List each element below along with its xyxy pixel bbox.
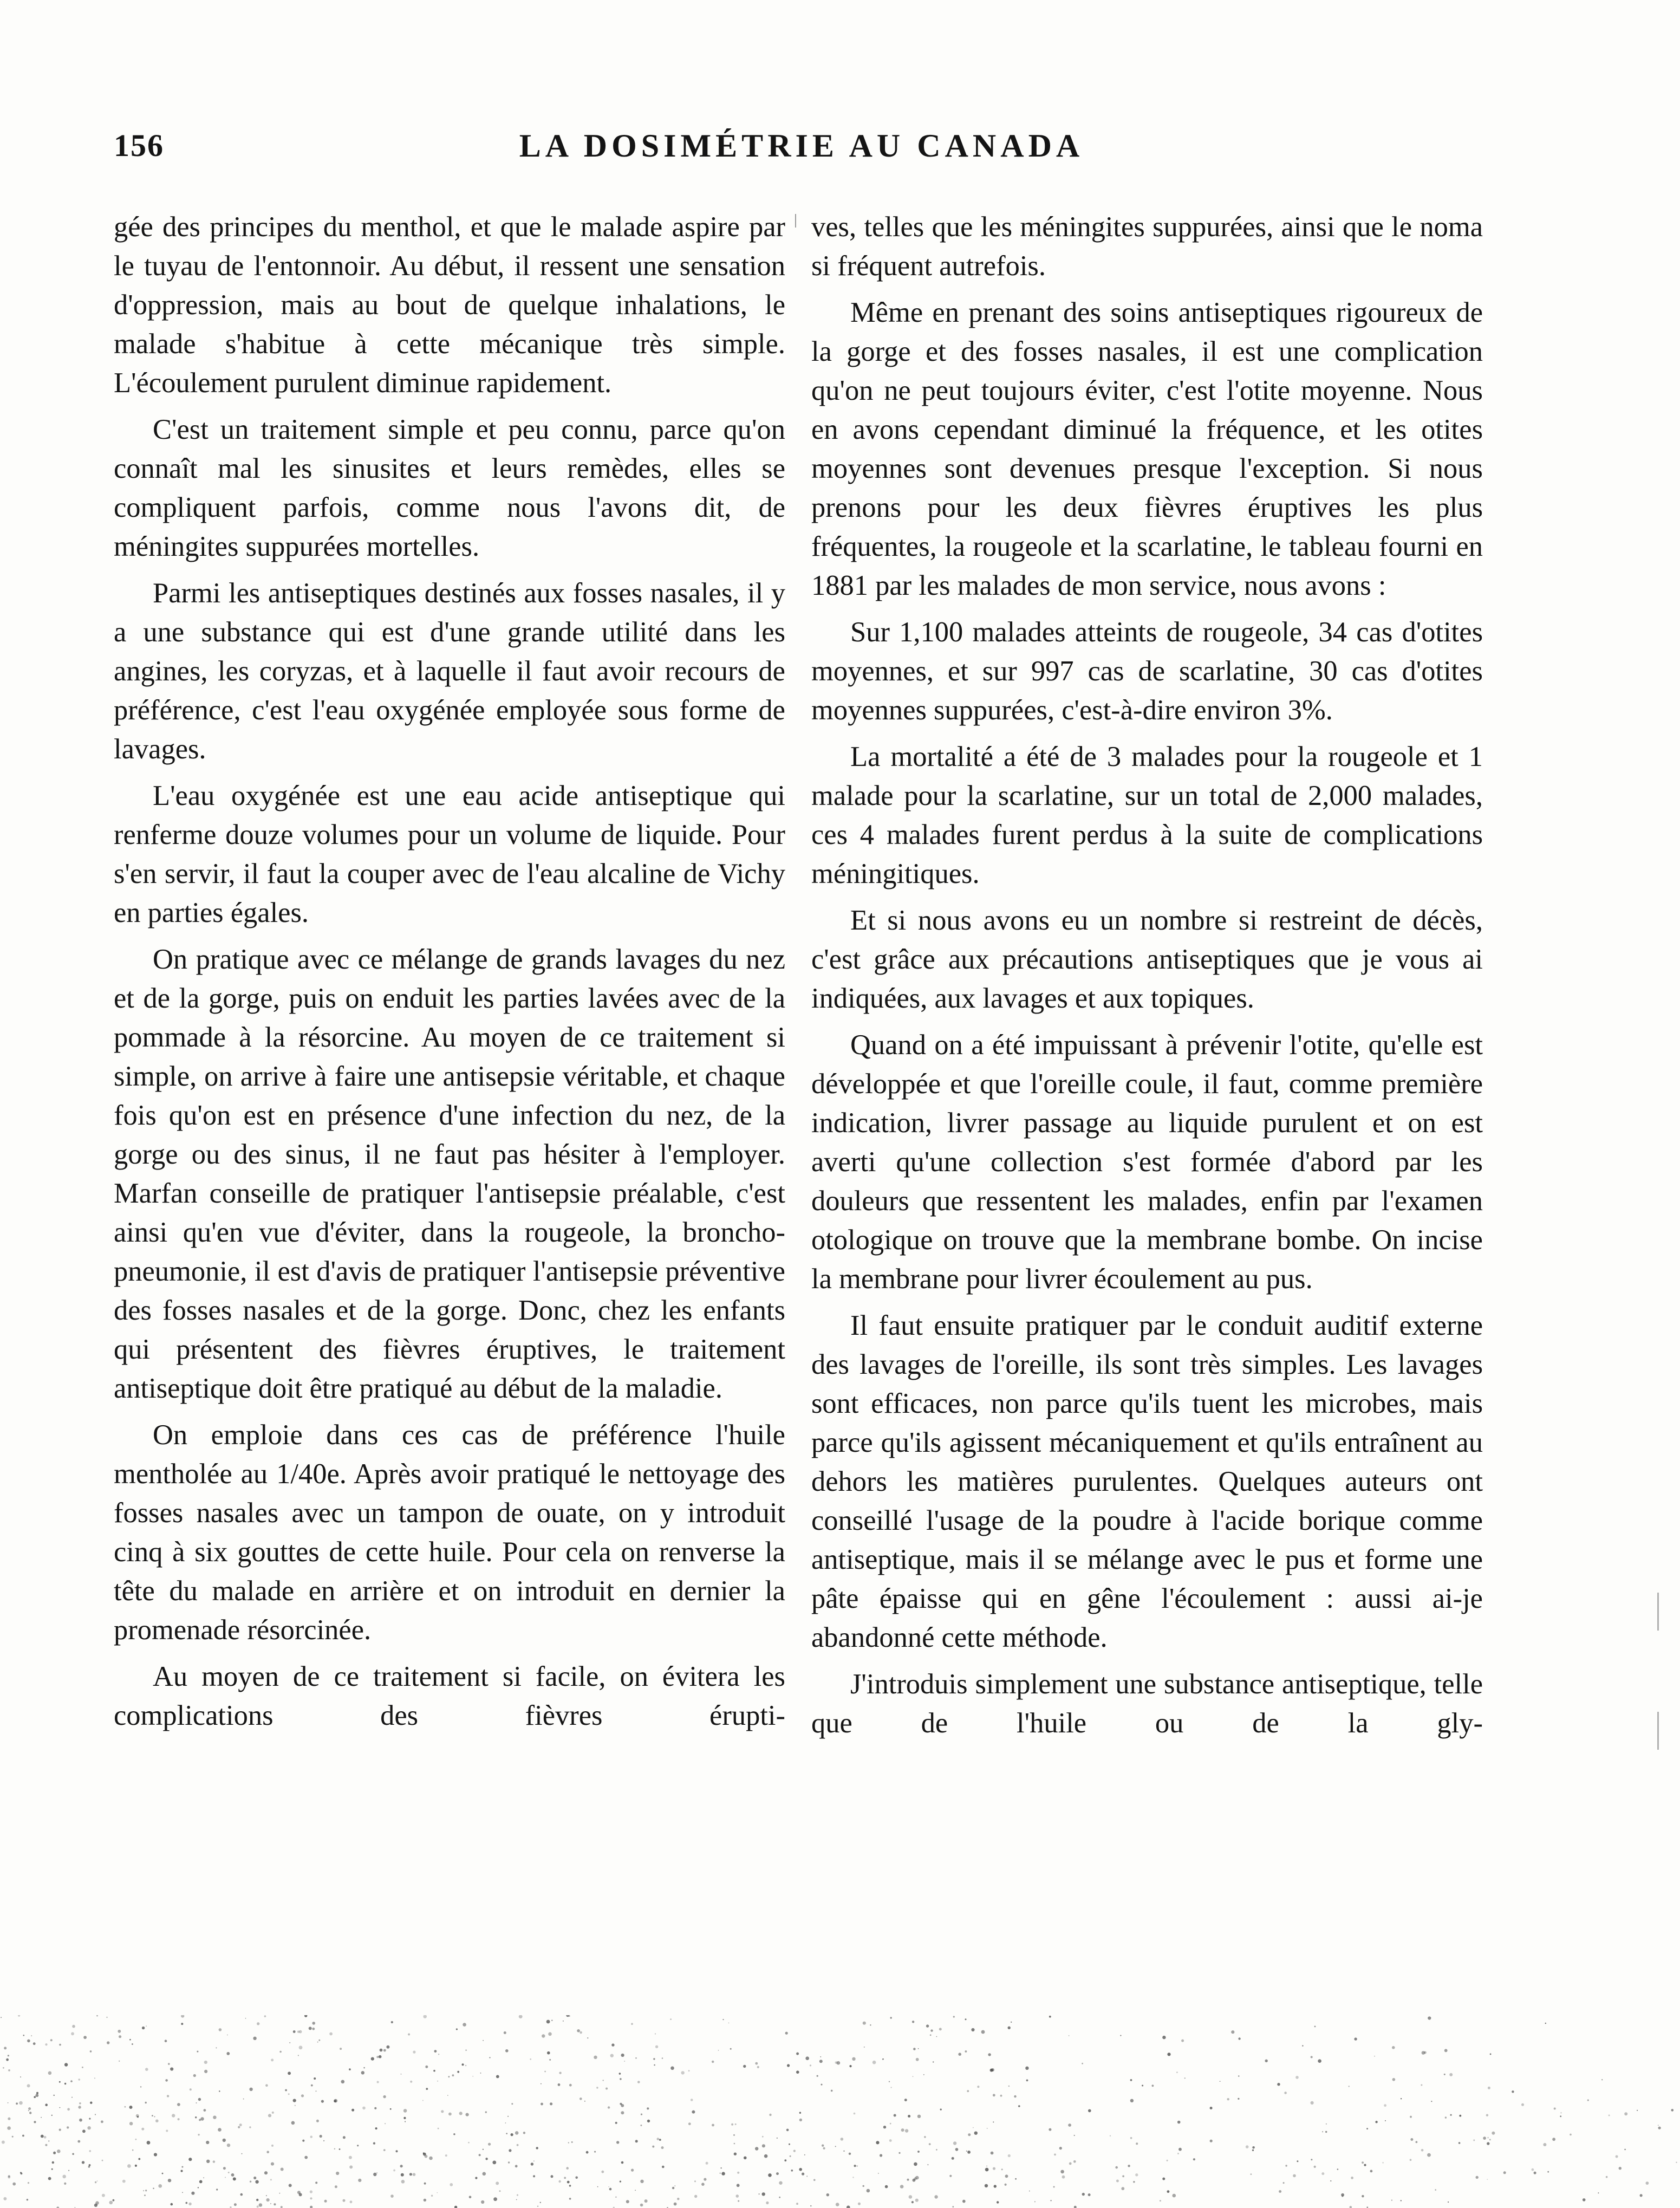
paragraph: On emploie dans ces cas de préférence l'huile mentholée au 1/40e. Après avoir pratiqué le nettoyage des fosses nasales avec un tampon de ouate, on y introduit cinq à six gouttes de cette huile. Pour cela on renverse la tête du malade en arrière et on introduit en dernier la promenade résorcinée. [114, 1419, 785, 1646]
running-title: LA DOSIMÉTRIE AU CANADA [519, 128, 1084, 164]
paragraph: Parmi les antiseptiques destinés aux fosses nasales, il y a une substance qui est d'une grande utilité dans les angines, les coryzas, et à laquelle il faut avoir recours de préférence, c'est l'eau oxygénée employée sous forme de lavages. [114, 577, 785, 765]
scan-noise-speckle [0, 2015, 1680, 2208]
paragraph: Et si nous avons eu un nombre si restreint de décès, c'est grâce aux précautions antiseptiques que je vous ai indiquées, aux lavages et aux topiques. [811, 905, 1483, 1014]
paragraph: ves, telles que les méningites suppurées, ainsi que le noma si fréquent autrefois. [811, 211, 1483, 282]
page-number: 156 [114, 128, 164, 163]
paragraph: Sur 1,100 malades atteints de rougeole, 34 cas d'otites moyennes, et sur 997 cas de scarlatine, 30 cas d'otites moyennes suppurées, c'est-à-dire environ 3%. [811, 616, 1483, 726]
page-header [114, 127, 1489, 176]
scan-edge-mark [1657, 1712, 1659, 1750]
paragraph: La mortalité a été de 3 malades pour la rougeole et 1 malade pour la scarlatine, sur un total de 2,000 malades, ces 4 malades furent perdus à la suite de complications méningitiques. [811, 741, 1483, 889]
paragraph: On pratique avec ce mélange de grands lavages du nez et de la gorge, puis on enduit les parties lavées avec de la pommade à la résorcine. Au moyen de ce traitement si simple, on arrive à faire une antisepsie véritable, et chaque fois qu'on est en présence d'une infection du nez, de la gorge ou des sinus, il ne faut pas hésiter à l'employer. Marfan conseille de pratiquer l'antisepsie préalable, c'est ainsi qu'en vue d'éviter, dans la rougeole, la broncho-pneumonie, il est d'avis de pratiquer l'antisepsie préventive des fosses nasales et de la gorge. Donc, chez les enfants qui présentent des fièvres éruptives, le traitement antiseptique doit être pratiqué au début de la maladie. [114, 944, 785, 1404]
paragraph: gée des principes du menthol, et que le malade aspire par le tuyau de l'entonnoir. Au début, il ressent une sensation d'oppression, mais au bout de quelque inhalations, le malade s'habitue à cette mécanique très simple. L'écoulement purulent diminue rapidement. [114, 211, 785, 399]
gutter-mark [795, 214, 796, 228]
paragraph: Au moyen de ce traitement si facile, on évitera les complications des fièvres érupti- [114, 1661, 785, 1731]
paragraph: C'est un traitement simple et peu connu, parce qu'on connaît mal les sinusites et leurs remèdes, elles se compliquent parfois, comme nous l'avons dit, de méningites suppurées mortelles. [114, 414, 785, 562]
paragraph: L'eau oxygénée est une eau acide antiseptique qui renferme douze volumes pour un volume de liquide. Pour s'en servir, il faut la couper avec de l'eau alcaline de Vichy en parties égales. [114, 780, 785, 928]
paragraph: Il faut ensuite pratiquer par le conduit auditif externe des lavages de l'oreille, ils sont très simples. Les lavages sont efficaces, non parce qu'ils tuent les microbes, mais parce qu'ils agissent mécaniquement et qu'ils entraînent au dehors les matières purulentes. Quelques auteurs ont conseillé l'usage de la poudre à l'acide borique comme antiseptique, mais il se mélange avec le pus et forme une pâte épaisse qui en gêne l'écoulement : aussi ai-je abandonné cette méthode. [811, 1310, 1483, 1653]
right-column [811, 207, 1483, 1743]
paragraph: J'introduis simplement une substance antiseptique, telle que de l'huile ou de la gly- [811, 1668, 1483, 1739]
paragraph: Quand on a été impuissant à prévenir l'otite, qu'elle est développée et que l'oreille coule, il faut, comme première indication, livrer passage au liquide purulent et on est averti qu'une collection s'est formée d'abord par les douleurs que ressentent les malades, enfin par l'examen otologique on trouve que la membrane bombe. On incise la membrane pour livrer écoulement au pus. [811, 1029, 1483, 1295]
left-column [114, 207, 785, 1735]
paragraph: Même en prenant des soins antiseptiques rigoureux de la gorge et des fosses nasales, il est une complication qu'on ne peut toujours éviter, c'est l'otite moyenne. Nous en avons cependant diminué la fréquence, et les otites moyennes sont devenues presque l'exception. Si nous prenons pour les deux fièvres éruptives les plus fréquentes, la rougeole et la scarlatine, le tableau fourni en 1881 par les malades de mon service, nous avons : [811, 297, 1483, 601]
scan-edge-mark [1657, 1593, 1659, 1631]
